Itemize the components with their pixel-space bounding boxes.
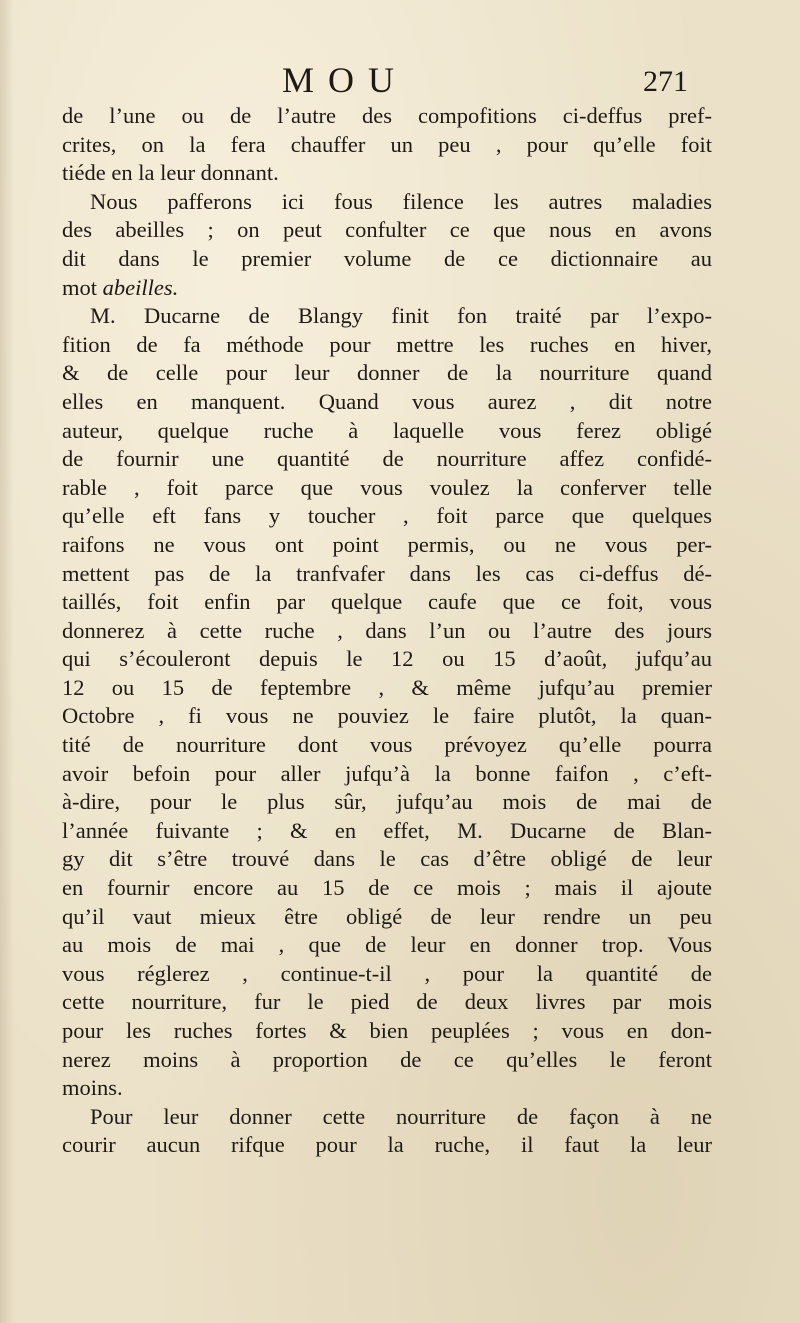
running-title: MOU [282, 60, 409, 100]
text-line: raifons ne vous ont point permis, ou ne vous per- [62, 531, 712, 557]
text-line: taillés, foit enfin par quelque caufe que ce foit, vous [62, 589, 712, 615]
text-line: fition de fa méthode pour mettre les ruches en hiver, [62, 331, 712, 357]
body-text [62, 102, 712, 1160]
text-line: Octobre , fi vous ne pouviez le faire plutôt, la quan- [62, 703, 712, 729]
text-line: & de celle pour leur donner de la nourriture quand [62, 360, 712, 386]
text-line: courir aucun rifque pour la ruche, il faut la leur [62, 1132, 712, 1158]
text-line: avoir befoin pour aller jufqu’à la bonne faifon , c’eft- [62, 760, 712, 786]
text-line: moins. [62, 1075, 123, 1101]
italic-term: abeilles. [102, 274, 179, 300]
text-line: de fournir une quantité de nourriture affez confidé- [62, 446, 712, 472]
text-line: cette nourriture, fur le pied de deux livres par mois [62, 989, 712, 1015]
paragraph-start-line: Nous pafferons ici fous filence les autres maladies [90, 188, 712, 214]
text-line: tité de nourriture dont vous prévoyez qu’elle pourra [62, 732, 712, 758]
text-line: nerez moins à proportion de ce qu’elles le feront [62, 1046, 712, 1072]
text-line: auteur, quelque ruche à laquelle vous ferez obligé [62, 417, 712, 443]
text-line: 12 ou 15 de feptembre , & même jufqu’au premier [62, 674, 712, 700]
text-line: dit dans le premier volume de ce dictionnaire au [62, 245, 712, 271]
text-line: qu’elle eft fans y toucher , foit parce que quelques [62, 503, 712, 529]
text-line: à-dire, pour le plus sûr, jufqu’au mois de mai de [62, 789, 712, 815]
text-line: elles en manquent. Quand vous aurez , dit notre [62, 388, 712, 414]
paragraph-start-line: M. Ducarne de Blangy finit fon traité par l’expo- [90, 303, 712, 329]
page-number: 271 [643, 65, 688, 98]
text-line: qu’il vaut mieux être obligé de leur rendre un peu [62, 903, 712, 929]
text-line: gy dit s’être trouvé dans le cas d’être obligé de leur [62, 846, 712, 872]
text-line: l’année fuivante ; & en effet, M. Ducarne de Blan- [62, 817, 712, 843]
text-line: en fournir encore au 15 de ce mois ; mais il ajoute [62, 875, 712, 901]
paragraph-start-line: Pour leur donner cette nourriture de façon à ne [90, 1103, 712, 1129]
text-line: mettent pas de la tranfvafer dans les cas ci-deffus dé- [62, 560, 712, 586]
text-line: vous réglerez , continue-t-il , pour la quantité de [62, 960, 712, 986]
text-line: crites, on la fera chauffer un peu , pour qu’elle foit [62, 131, 712, 157]
text-fragment: mot [62, 274, 98, 300]
text-line: au mois de mai , que de leur en donner trop. Vous [62, 932, 712, 958]
text-line: tiéde en la leur donnant. [62, 160, 279, 186]
page-header [0, 60, 800, 100]
text-line: de l’une ou de l’autre des compofitions ci-deffus pref- [62, 103, 712, 128]
text-line [62, 274, 712, 303]
text-line: rable , foit parce que vous voulez la conferver telle [62, 474, 712, 500]
text-line: pour les ruches fortes & bien peuplées ; vous en don- [62, 1018, 712, 1043]
page-gutter-shadow [0, 0, 14, 1323]
text-line: des abeilles ; on peut confulter ce que nous en avons [62, 217, 712, 243]
text-line: donnerez à cette ruche , dans l’un ou l’autre des jours [62, 617, 712, 643]
text-line: qui s’écouleront depuis le 12 ou 15 d’août, jufqu’au [62, 646, 712, 672]
